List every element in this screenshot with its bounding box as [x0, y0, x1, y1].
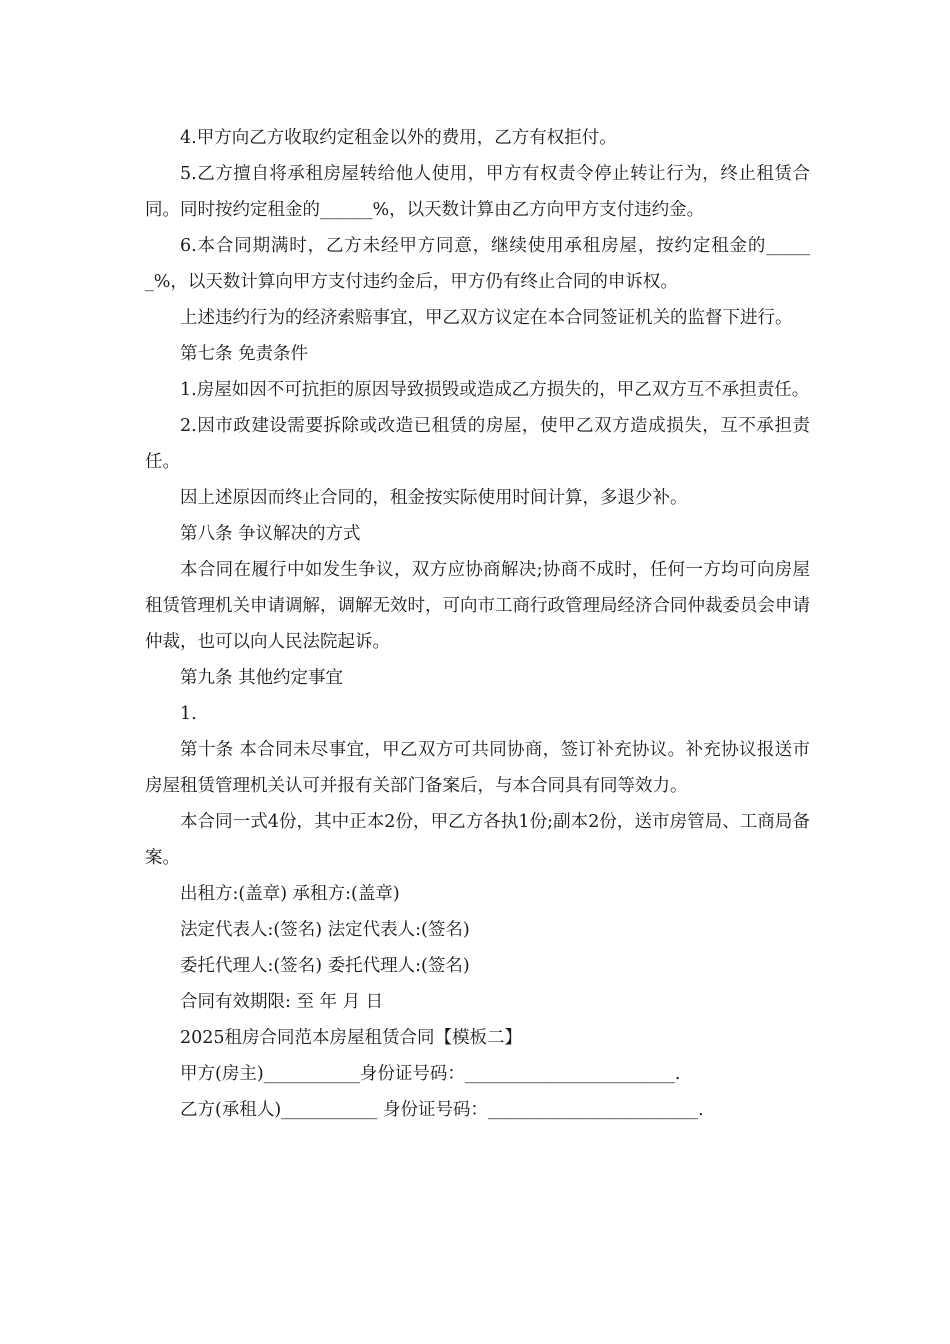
- party-a-line: 甲方(房主)___________身份证号码：________________________.: [180, 1064, 681, 1084]
- clause-paragraph: 5.乙方擅自将承租房屋转给他人使用，甲方有权责令停止转让行为，终止租赁合同。同时按约定租金的______%，以天数计算由乙方向甲方支付违约金。: [145, 164, 810, 220]
- article-heading: 第八条 争议解决的方式: [180, 524, 361, 544]
- article-heading: 第九条 其他约定事宜: [180, 668, 344, 688]
- party-b-line: 乙方(承租人)___________ 身份证号码：________________________.: [180, 1100, 704, 1120]
- clause-paragraph: 因上述原因而终止合同的，租金按实际使用时间计算，多退少补。: [180, 488, 688, 508]
- signature-line: 法定代表人:(签名) 法定代表人:(签名): [180, 920, 470, 940]
- clause-paragraph: 1.房屋如因不可抗拒的原因导致损毁或造成乙方损失的，甲乙双方互不承担责任。: [180, 380, 810, 400]
- clause-paragraph: 4.甲方向乙方收取约定租金以外的费用，乙方有权拒付。: [180, 128, 617, 148]
- validity-period-line: 合同有效期限: 至 年 月 日: [180, 992, 384, 1012]
- article-heading: 第七条 免责条件: [180, 344, 309, 364]
- clause-paragraph: 本合同在履行中如发生争议，双方应协商解决;协商不成时，任何一方均可向房屋租赁管理机关申请调解，调解无效时，可向市工商行政管理局经济合同仲裁委员会申请仲裁，也可以向人民法院起诉。: [145, 560, 810, 652]
- clause-paragraph: 本合同一式4份，其中正本2份，甲乙方各执1份;副本2份，送市房管局、工商局备案。: [145, 812, 810, 868]
- clause-paragraph: 1.: [180, 704, 197, 724]
- clause-paragraph: 6.本合同期满时，乙方未经甲方同意，继续使用承租房屋，按约定租金的______%，以天数计算向甲方支付违约金后，甲方仍有终止合同的申诉权。: [145, 236, 810, 292]
- clause-paragraph: 上述违约行为的经济索赔事宜，甲乙双方议定在本合同签证机关的监督下进行。: [180, 308, 793, 328]
- signature-line: 出租方:(盖章) 承租方:(盖章): [180, 884, 400, 904]
- signature-line: 委托代理人:(签名) 委托代理人:(签名): [180, 956, 470, 976]
- template-title: 2025租房合同范本房屋租赁合同【模板二】: [180, 1028, 523, 1048]
- document-body: [145, 120, 810, 1128]
- clause-paragraph: 第十条 本合同未尽事宜，甲乙双方可共同协商，签订补充协议。补充协议报送市房屋租赁管理机关认可并报有关部门备案后，与本合同具有同等效力。: [145, 740, 810, 796]
- clause-paragraph: 2.因市政建设需要拆除或改造已租赁的房屋，使甲乙双方造成损失，互不承担责任。: [145, 416, 810, 472]
